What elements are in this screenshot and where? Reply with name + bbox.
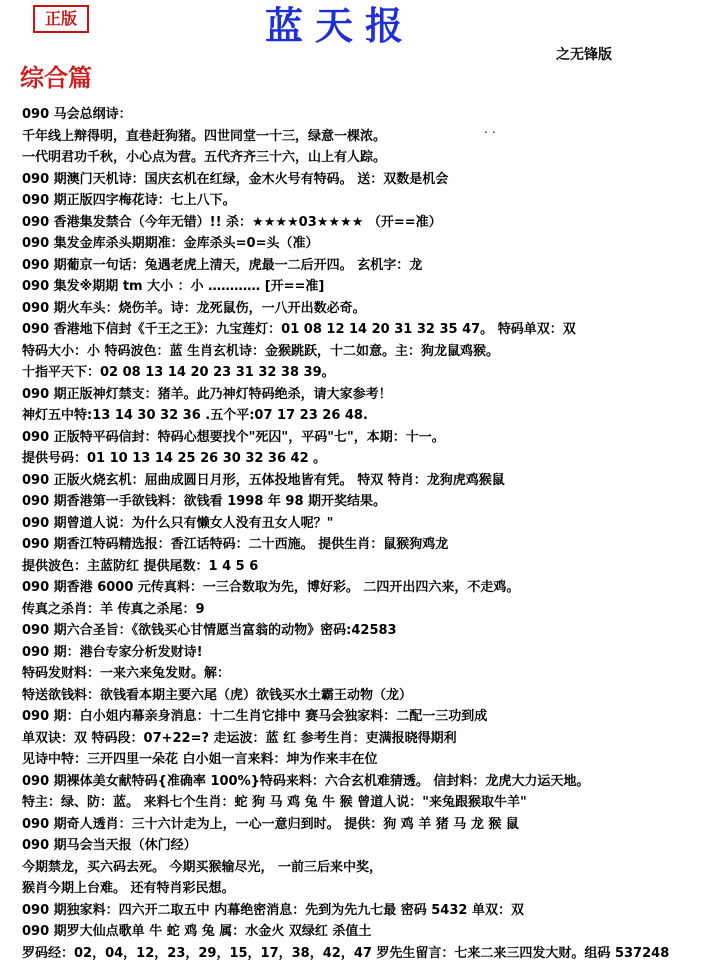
content-line: 一代明君功千秋，小心点为营。五代齐齐三十六，山上有人踪。: [22, 150, 387, 165]
content-line: 千年线上辩得明，直巷赶狗猪。四世同堂一十三，绿意一棵浓。: [22, 128, 387, 144]
content-line: 猴肖今期上台难。 还有特肖彩民想。: [22, 881, 235, 896]
content-line: 提供波色：主蓝防红 提供尾数：1 4 5 6: [22, 558, 259, 574]
content-line: 090 期马会当天报（休门经）: [22, 838, 197, 853]
content-line: 090 集发金库杀头期期准：金库杀头=0=头（准）: [22, 236, 319, 251]
content-lines: [22, 104, 712, 964]
content-line: 090 期独家料：四六开二取五中 内幕绝密消息：先到为先九七最 密码 5432 单双：双: [22, 902, 524, 918]
content-line: 090 期：港台专家分析发财诗!: [22, 644, 203, 660]
content-line: 090 香港地下信封《千王之王》：九宝莲灯：01 08 12 14 20 31 32 35 47。 特码单双：双: [22, 322, 576, 337]
page-title: 蓝天报: [264, 3, 415, 48]
content-line: 特码大小：小 特码波色：蓝 生肖玄机诗：金猴跳跃，十二如意。主：狗龙鼠鸡猴。: [22, 343, 500, 359]
content-line: 090 期葡京一句话：兔遇老虎上清天，虎最一二后开四。 玄机字：龙: [22, 257, 423, 273]
content-line: 090 期香江特码精选报：香江话特码：二十西施。 提供生肖：鼠猴狗鸡龙: [22, 537, 449, 552]
content-line: 090 期曾道人说：为什么只有懒女人没有丑女人呢？": [22, 515, 334, 531]
content-line: 传真之杀肖：羊 传真之杀尾：9: [22, 601, 205, 617]
content-line: 090 香港集发禁合（今年无错）!! 杀：★★★★03★★★★ （开==准）: [22, 214, 442, 230]
content-line: 090 期六合圣旨：《欲钱买心甘情愿当富翁的动物》密码:42583: [22, 623, 397, 638]
content-line: 090 正版火烧玄机：屈曲成圆日月形，五体投地皆有凭。 特双 特肖：龙狗虎鸡猴鼠: [22, 472, 505, 488]
authentic-badge: 正版: [33, 5, 89, 33]
content-line: 090 期裸体美女献特码{准确率 100%}特码来料：六合玄机难猜透。 信封料：龙虎大力运天地。: [22, 773, 590, 789]
content-line: 特送欲钱料：欲钱看本期主要六尾（虎）欲钱买水土霸王动物（龙）: [22, 687, 413, 703]
content-line: 090 期澳门天机诗：国庆玄机在红绿，金木火号有特码。 送：双数是机会: [22, 171, 449, 187]
content-line: 090 期：白小姐内幕亲身消息：十二生肖它排中 赛马会独家料：二配一三功到成: [22, 709, 488, 724]
content-line: 090 期香港 6000 元传真料：一三合数取为先，博好彩。 二四开出四六来，不走鸡。: [22, 580, 520, 595]
content-line: 单双诀：双 特码段：07+22=? 走运波：蓝 红 参考生肖：吏满报晓得期利: [22, 730, 457, 746]
stray-marks: ..: [484, 122, 500, 136]
content-line: 十指平天下：02 08 13 14 20 23 31 32 38 39。: [22, 365, 335, 380]
content-line: 090 期罗大仙点歌单 牛 蛇 鸡 兔 属：水金火 双绿红 杀值土: [22, 924, 372, 939]
section-heading: 综合篇: [20, 64, 92, 92]
content-line: 见诗中特：三开四里一朵花 白小姐一言来料：坤为作来丰在位: [22, 752, 378, 767]
content-line: 提供号码：01 10 13 14 25 26 30 32 36 42 。: [22, 451, 327, 466]
content-line: 090 期香港第一手欲钱料：欲钱看 1998 年 98 期开奖结果。: [22, 494, 387, 509]
content-line: 090 期正版神灯禁支：猪羊。此乃神灯特码绝杀，请大家参考！: [22, 386, 392, 402]
content-line: 罗码经：02，04，12，23，29，15，17，38，42，47 罗先生留言：七来二来三四发大财。组码 537248: [22, 945, 670, 961]
content-line: 090 正版特平码信封：特码心想要找个"死囚"，平码"七"，本期：十一。: [22, 429, 445, 445]
content-line: 特主：绿、防：蓝。 来料七个生肖：蛇 狗 马 鸡 兔 牛 猴 曾道人说："来兔跟猴取牛羊": [22, 795, 527, 810]
content-line: 特码发财料：一来六来兔发财。解：: [22, 666, 231, 681]
edition-label: 之无锋版: [556, 47, 612, 63]
content-line: 090 期奇人透肖：三十六计走为上，一心一意归到时。 提供：狗 鸡 羊 猪 马 龙 猴 鼠: [22, 816, 519, 832]
content-line: 神灯五中特:13 14 30 32 36 .五个平:07 17 23 26 48.: [22, 408, 368, 423]
content-line: 090 期正版四字梅花诗：七上八下。: [22, 193, 236, 208]
content-line: 090 马会总纲诗：: [22, 107, 132, 122]
content-line: 090 期火车头：烧伤羊。诗：龙死鼠伤，一八开出数必奇。: [22, 300, 366, 316]
content-line: 今期禁龙，买六码去死。 今期买猴输尽光， 一前三后来中奖，: [22, 859, 383, 875]
content-line: 090 集发※期期 tm 大小 ：小 ………… [开==准]: [22, 279, 325, 294]
